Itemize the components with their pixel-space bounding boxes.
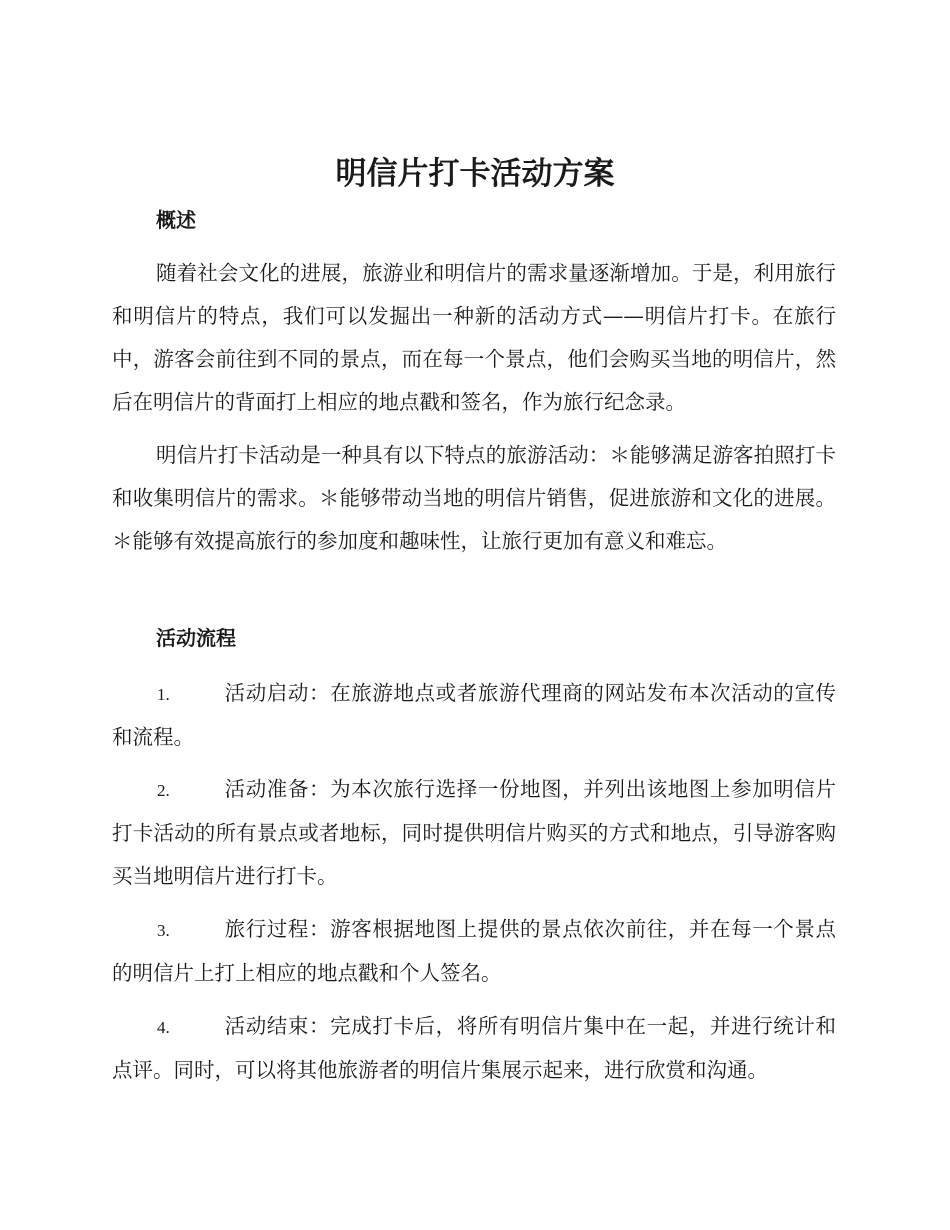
document-title: 明信片打卡活动方案	[335, 156, 615, 192]
process-list-item	[112, 908, 836, 995]
process-list-item	[112, 672, 836, 759]
overview-paragraph-1: 随着社会文化的进展，旅游业和明信片的需求量逐渐增加。于是，利用旅行和明信片的特点，我们可以发掘出一种新的活动方式——明信片打卡。在旅行中，游客会前往到不同的景点，而在每一个景点，他们会购买当地的明信片，然后在明信片的背面打上相应的地点戳和签名，作为旅行纪念录。	[112, 261, 836, 414]
list-item-number: 4.	[157, 1018, 170, 1037]
list-item-number: 2.	[157, 781, 170, 800]
section-heading-process: 活动流程	[156, 626, 236, 650]
overview-paragraph-2: 明信片打卡活动是一种具有以下特点的旅游活动：＊能够满足游客拍照打卡和收集明信片的需求。＊能够带动当地的明信片销售，促进旅游和文化的进展。＊能够有效提高旅行的参加度和趣味性，让旅行更加有意义和难忘。	[112, 443, 836, 553]
process-list-item	[112, 1005, 836, 1092]
list-item-number: 1.	[157, 685, 170, 704]
list-item-text: 活动准备：为本次旅行选择一份地图，并列出该地图上参加明信片打卡活动的所有景点或者地标，同时提供明信片购买的方式和地点，引导游客购买当地明信片进行打卡。	[112, 777, 836, 888]
list-item-number: 3.	[157, 921, 170, 940]
process-list-item	[112, 768, 836, 898]
list-item-text: 活动启动：在旅游地点或者旅游代理商的网站发布本次活动的宣传和流程。	[112, 681, 836, 749]
list-item-text: 活动结束：完成打卡后，将所有明信片集中在一起，并进行统计和点评。同时，可以将其他旅游者的明信片集展示起来，进行欣赏和沟通。	[112, 1014, 836, 1082]
section-heading-overview: 概述	[156, 208, 196, 232]
list-item-text: 旅行过程：游客根据地图上提供的景点依次前往，并在每一个景点的明信片上打上相应的地点戳和个人签名。	[112, 917, 836, 985]
